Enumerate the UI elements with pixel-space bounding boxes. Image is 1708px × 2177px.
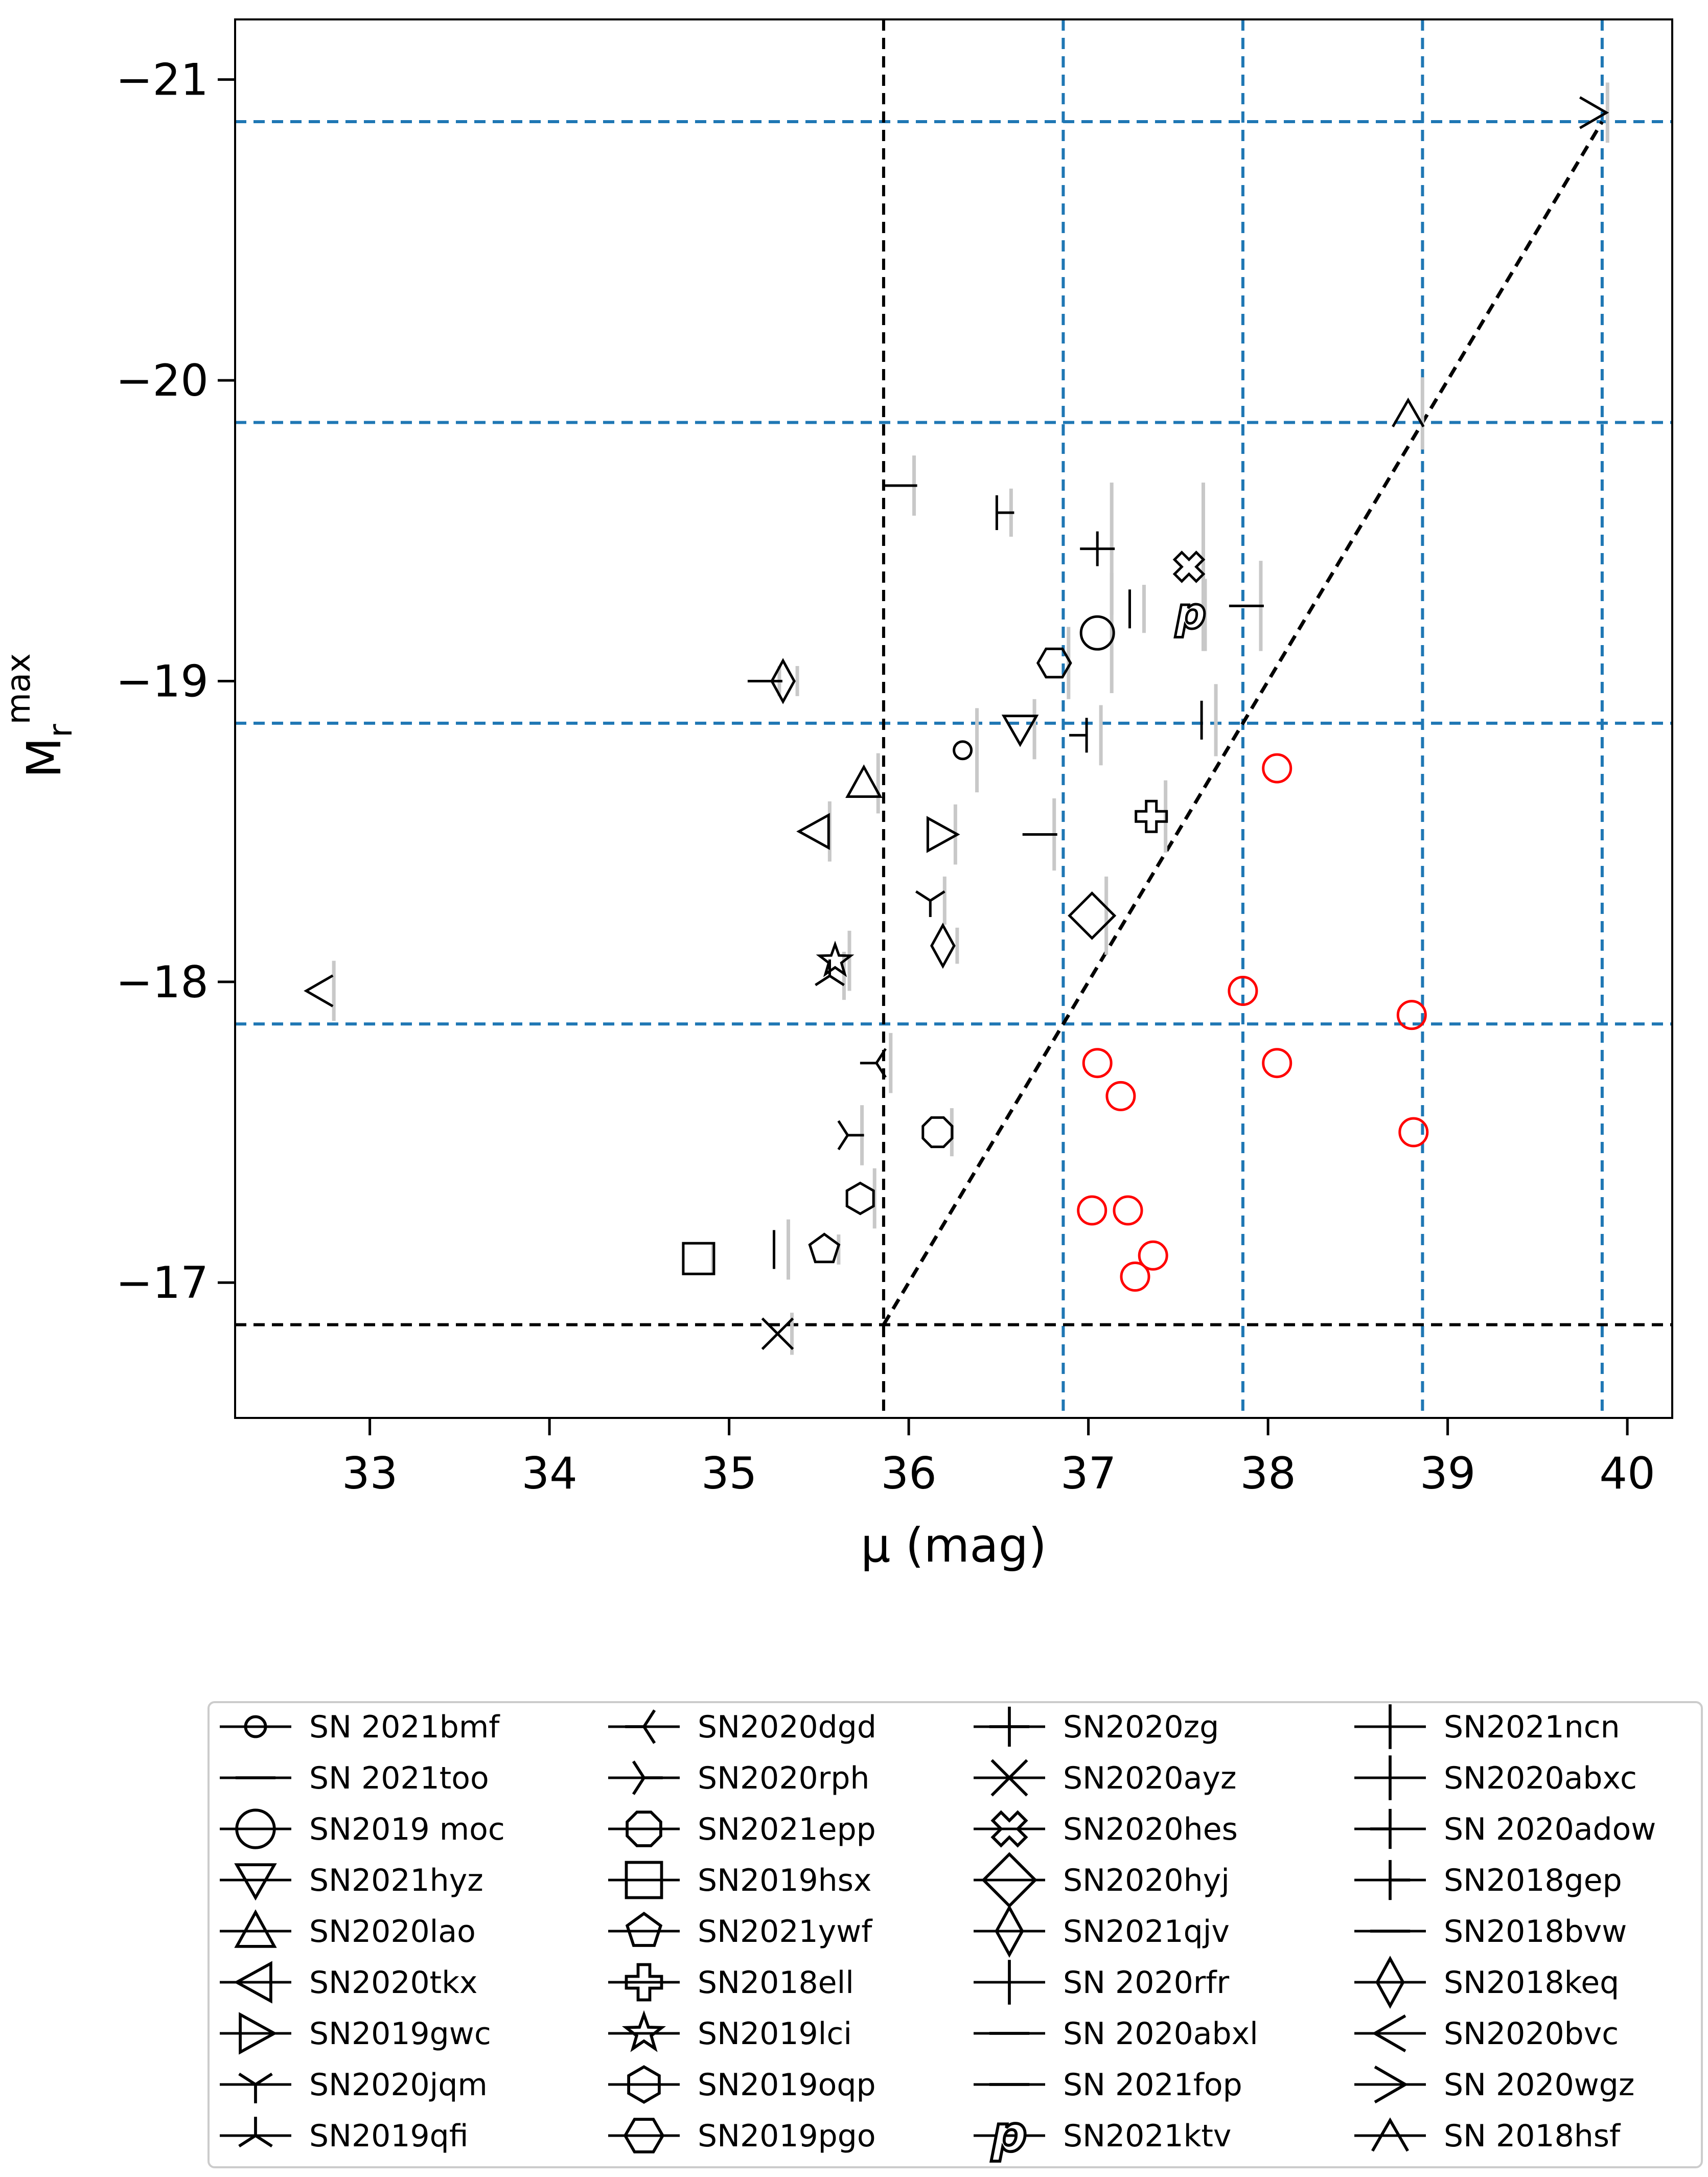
legend-label: SN2020zg: [1063, 1709, 1219, 1745]
legend: [209, 1702, 1702, 2167]
y-tick-label-3: −20: [116, 355, 209, 407]
legend-label: SN 2020wgz: [1444, 2067, 1635, 2103]
legend-label: SN2019oqp: [698, 2067, 876, 2103]
svg-text:p: p: [1175, 588, 1207, 638]
x-tick-label-6: 39: [1419, 1448, 1476, 1499]
legend-label: SN2020hes: [1063, 1812, 1238, 1847]
legend-label: SN 2020abxl: [1063, 2016, 1258, 2052]
x-tick-label-7: 40: [1599, 1448, 1655, 1499]
y-tick-label-4: −21: [116, 54, 209, 106]
legend-label: SN2018gep: [1444, 1863, 1622, 1898]
legend-entry-sn2018keq: [1354, 1959, 1619, 2006]
legend-label: SN2020rph: [698, 1760, 870, 1796]
legend-label: SN2020tkx: [309, 1965, 478, 2001]
legend-label: SN2020lao: [309, 1914, 476, 1950]
legend-label: SN2021ywf: [698, 1914, 872, 1950]
legend-label: SN2019lci: [698, 2016, 852, 2052]
legend-label: SN2018bvw: [1444, 1914, 1627, 1950]
y-tick-label-0: −17: [116, 1257, 209, 1309]
x-tick-label-1: 34: [521, 1448, 578, 1499]
legend-label: SN2020ayz: [1063, 1760, 1237, 1796]
legend-label: SN 2021bmf: [309, 1709, 500, 1745]
legend-label: SN2018keq: [1444, 1965, 1620, 2001]
x-tick-label-4: 37: [1060, 1448, 1117, 1499]
legend-label: SN2021ktv: [1063, 2118, 1232, 2154]
x-axis-label: μ (mag): [861, 1518, 1047, 1573]
legend-label: SN2020jqm: [309, 2067, 488, 2103]
legend-label: SN 2020adow: [1444, 1812, 1656, 1847]
svg-text:p: p: [991, 2104, 1027, 2163]
x-tick-label-0: 33: [341, 1448, 398, 1499]
legend-label: SN2021hyz: [309, 1863, 483, 1898]
legend-entry-sn2021qjv: [974, 1908, 1230, 1955]
legend-label: SN2018ell: [698, 1965, 854, 2001]
legend-label: SN 2021fop: [1063, 2067, 1242, 2103]
x-tick-label-2: 35: [701, 1448, 757, 1499]
legend-label: SN2020dgd: [698, 1709, 876, 1745]
legend-label: SN2020abxc: [1444, 1760, 1637, 1796]
x-tick-label-5: 38: [1240, 1448, 1296, 1499]
legend-label: SN2021qjv: [1063, 1914, 1230, 1950]
x-tick-label-3: 36: [881, 1448, 937, 1499]
legend-entry-sn2020zg: [974, 1707, 1219, 1747]
legend-label: SN2021epp: [698, 1812, 876, 1847]
legend-label: SN 2018hsf: [1444, 2118, 1621, 2154]
legend-label: SN2020bvc: [1444, 2016, 1619, 2052]
legend-label: SN2019hsx: [698, 1863, 872, 1898]
legend-label: SN2021ncn: [1444, 1709, 1620, 1745]
legend-label: SN 2020rfr: [1063, 1965, 1230, 2001]
legend-label: SN2019qfi: [309, 2118, 469, 2154]
legend-marker: [991, 2105, 1027, 2163]
y-tick-label-1: −18: [116, 956, 209, 1008]
legend-label: SN2019pgo: [698, 2118, 876, 2154]
legend-label: SN2019gwc: [309, 2016, 491, 2052]
legend-label: SN2019 moc: [309, 1812, 505, 1847]
legend-label: SN2020hyj: [1063, 1863, 1230, 1898]
svg-text:Mrmax: $M_r^{max}$: [0, 653, 80, 778]
point-sn2021ktv: [1175, 588, 1206, 638]
legend-label: SN 2021too: [309, 1760, 489, 1796]
y-tick-label-2: −19: [116, 656, 209, 707]
legend-entry-sn2020tkx: [220, 1963, 477, 2001]
